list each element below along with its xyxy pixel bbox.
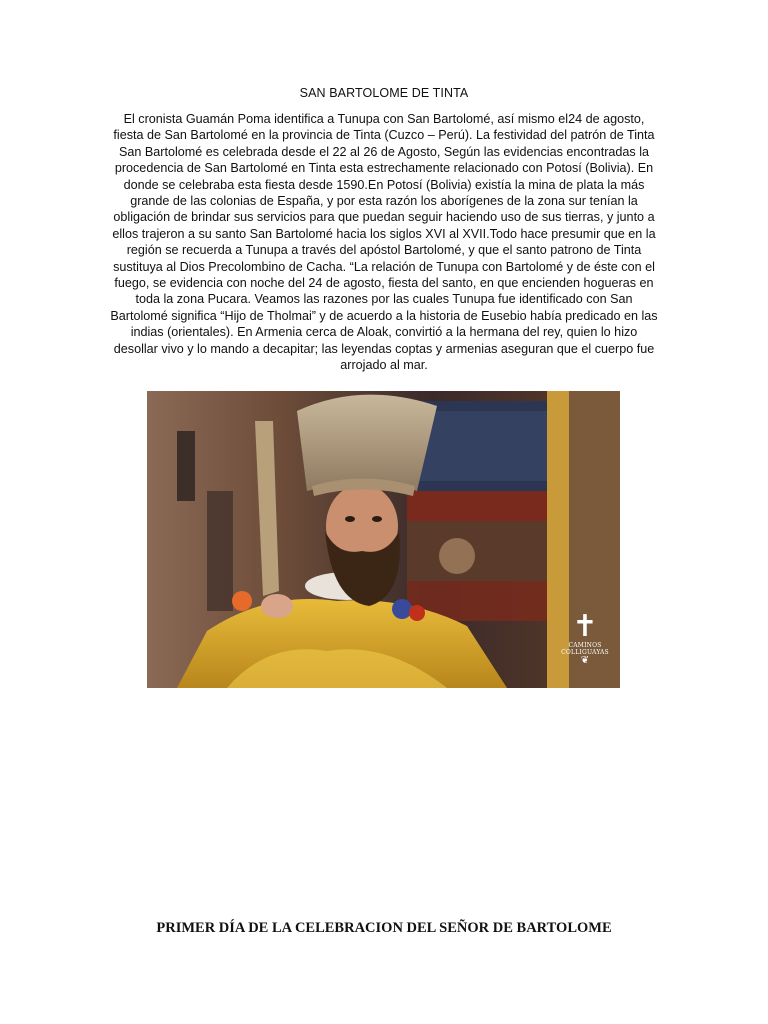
statue-illustration [147,391,620,688]
ornament-icon: ❦ [580,655,590,666]
watermark-logo [558,609,612,678]
document-body-paragraph: El cronista Guamán Poma identifica a Tunupa con San Bartolomé, así mismo el24 de agosto, fiesta de San Bartolomé en la provincia de Tinta (Cuzco – Perú). La festividad del patrón de Tinta San Bartolomé es celebrada desde el 22 al 26 de Agosto, Según las evidencias encontradas la procedencia de San Bartolomé en Tinta esta estrechamente relacionado con Potosí (Bolivia). En donde se celebraba esta fiesta desde 1590.En Potosí (Bolivia) existía la mina de plata la más grande de las colonias de España, y por esta razón los aborígenes de la zona sur tenían la obligación de brindar sus servicios para que puedan seguir haciendo uso de sus tierras, y junto a ellos trajeron a su santo San Bartolomé hacia los siglos XVI al XVII.Todo hace presumir que en la región se recuerda a Tunupa a través del apóstol Bartolomé, y que el santo patrono de Tinta sustituya al Dios Precolombino de Cacha. “La relación de Tunupa con Bartolomé y de éste con el fuego, se evidencia con noche del 24 de agosto, fiesta del santo, en que encienden hogueras en toda la zona Pucara. Veamos las razones por las cuales Tunupa fue identificado con San Bartolomé significa “Hijo de Tholmai” y de acuerdo a la historia de Eusebio había predicado en las indias (orientales). En Armenia cerca de Aloak, convirtió a la hermana del rey, quien lo hizo desollar vivo y lo mando a decapitar; las leyendas coptas y armenias aseguran que el cuerpo fue arrojado al mar. [110,112,658,373]
saint-statue-photo [147,391,620,688]
cross-icon: ✝ [572,609,598,644]
document-title: SAN BARTOLOME DE TINTA [299,86,469,100]
section-heading: PRIMER DÍA DE LA CELEBRACION DEL SEÑOR DE BARTOLOME [156,920,612,936]
logo-text: CAMINOS COLLIGUAYAS [561,642,609,656]
